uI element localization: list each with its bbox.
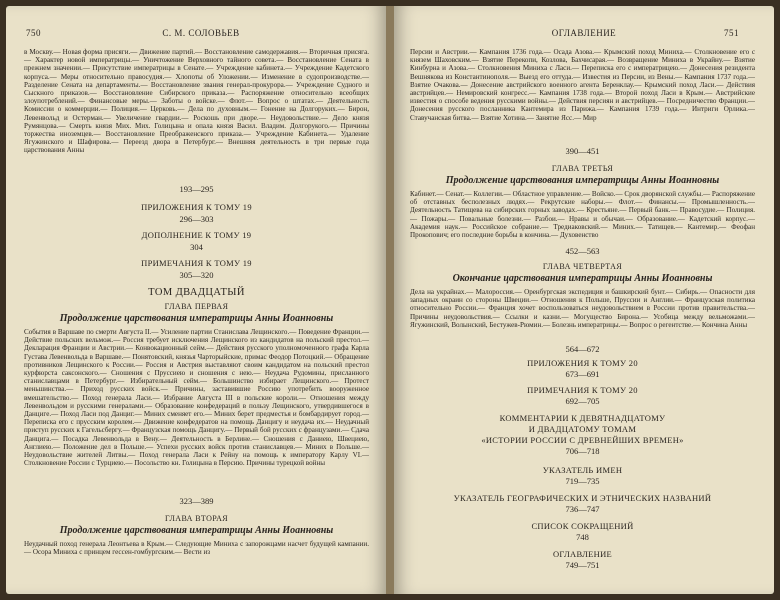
chapter-summary: События в Варшаве по смерти Августа II.— Усиление партии Станислава Лещинского.— Поведение Франции.— Действие польских вельмож.— Россия требует исключения Лещинского из кандидатов на польский престол.— Декларация Франции и Австрии.— Конвокационный сейм.— Действия русского уполномоченного графа Карла Густава Левенвольда в Варшаве.— Понятовский, князья Чарторыйские, примас Феодор Потоцкий.— Обращение противников Лещинского к России.— Россия и Австрия выставляют своим кандидатом на польский престол курфюрста саксонского.— Сношения с Пруссиею и сношения с нею.— Неудача Рудомины, присланного станиславцами в Петербург.— Избирательный сейм.— Большинство избирает Лещинского.— Протест меньшинства.— Приход русских войск.— Причины, заставившие Россию употребить вооруженное вмешательство.— Поход генерала Ласи.— Избрание Августа III в польские короли.— Отношения между Левенвольдом и русскими генералами.— Образование конфедераций в пользу Лещинского, утвердившегося в Данциге.— Поход Ласи под Данциг.— Миних сменяет его.— Миних берет предместья и бомбардирует город.— Переписка его с прусским королем.— Движение конфедератов на помощь Данцигу и неудача их.— Неудачный приступ русских к Гагельсбергу.— Французская помощь Данцигу.— Первый бой русских с французами.— Сдача Данцига.— Посадка Левенвольда в Вену.— Деятельность в Берлине.— Сношения с Даниею, Швециею, Англиею.— Положение дел в Польше.— Успехи русских войск против станиславцев.— Миних в Польше.— Неудовольствие жителей Литвы.— Поход генерала Ласи к Рейну на помощь к императору Карлу VI.— Столкновение России с Турциею.— Посольство кн. Голицына в Персию. Причины турецкой войны: [24, 328, 369, 468]
toc-entry-title: СПИСОК СОКРАЩЕНИЙ: [531, 521, 634, 531]
chapter-summary-top-left: в Москву.— Новая форма присяги.— Движение партий.— Восстановление самодержавия.— Вторичная присяга.— Характер новой императрицы.— Уничтожение Верховного тайного совета.— Восстановление Сената в прежнем значении.— Присутствие императрицы в Сенате.— Учреждение кабинета.— Учреждение Кадетского корпуса.— Меры относительно правосудия.— Хлопоты об Уложении.— Изменение в судопроизводстве.— Разделение Сената на департаменты.— Восстановление звания генерал-прокурора.— Учреждение Судного и Сыскного приказов.— Восстановление Сибирского приказа.— Распоряжение относительно всеобщих злоупотреблений.— Финансовые меры.— Заботы о войске.— Флот.— Вопрос о штатах.— Деятельность Комиссии о коммерции.— Полиция.— Церковь.— Дела по духовным.— Гонение на Долгоруких.— Бирон, Левенвольд и Остерман.— Увеличение гвардии.— Роскошь при дворе.— Неудовольствие.— Дело князя Румянцова.— Смерть князя Мих. Мих. Голицына и опала князя Васил. Владим. Долгорукого.— Причины торжества иноземцев.— Восстановление Преображенского приказа.— Учреждение Кабинета.— Удаление Ягужинского и Шафирова.— Переезд двора в Петербург.— Внешняя деятельность в три первые года царствования Анны: [24, 48, 369, 155]
page-range: 305—320: [179, 270, 214, 280]
page-range: 452—563: [565, 246, 600, 256]
page-range: 390—451: [565, 146, 600, 156]
page-range: 323—389: [179, 496, 214, 506]
toc-entry-title: ОГЛАВЛЕНИЕ: [552, 549, 613, 559]
chapter-label: ГЛАВА ТРЕТЬЯ: [551, 164, 614, 173]
page-number-right: 751: [724, 28, 739, 38]
running-title-right: ОГЛАВЛЕНИЕ: [551, 28, 617, 38]
chapter-label: ГЛАВА ЧЕТВЕРТАЯ: [542, 262, 623, 271]
chapter-title: Окончание царствования императрицы Анны Иоанновны: [452, 273, 713, 284]
toc-entry-title: И ДВАДЦАТОМУ ТОМАМ: [528, 424, 637, 434]
page-range: 749—751: [565, 560, 600, 570]
toc-entry-title: ДОПОЛНЕНИЕ К ТОМУ 19: [141, 230, 252, 240]
right-page: [394, 6, 774, 594]
running-title-left: С. М. СОЛОВЬЕВ: [162, 28, 240, 38]
toc-entry-title: ПРИМЕЧАНИЯ К ТОМУ 19: [141, 258, 252, 268]
page-number-left: 750: [26, 28, 41, 38]
page-range: 564—672: [565, 344, 600, 354]
page-range: 296—303: [179, 214, 214, 224]
page-range: 736—747: [565, 504, 600, 514]
page-range: 673—691: [565, 369, 600, 379]
chapter-summary-top-right: Персии и Австрии.— Кампания 1736 года.— Осада Азова.— Крымский поход Миниха.— Столкновение его с князем Шаховским.— Взятие Перекопи, Козлова, Бахчисарая.— Возвращение Миниха в Украйну.— Взятие Кинбурна и Азова.— Столкновения Миниха с Ласи.— Переписка его с императрицею.— Донесения резидента Вешнякова из Константинополя.— Выезд его оттуда.— Известия из Персии, из Вены.— Кампания 1737 года.— Взятие Очакова.— Донесение австрийского военного агента Беренклау.— Крымский поход Ласи.— Действия австрийцев.— Немировский конгресс.— Кампания 1738 года.— Второй поход Ласи в Крым.— Австрийские известия о способе ведения русскими войны.— Действия персиян и австрийцев.— Посредничество Франции.— Донесения русского посланника Кантемира из Парижа.— Кампания 1739 года.— Интриги Орлика.— Ставучанская битва.— Взятие Хотина.— Занятие Ясс.— Мир: [410, 48, 755, 122]
left-page: [6, 6, 386, 594]
chapter-label: ГЛАВА ВТОРАЯ: [165, 514, 228, 523]
toc-entry-title: «ИСТОРИИ РОССИИ С ДРЕВНЕЙШИХ ВРЕМЕН»: [481, 435, 684, 445]
chapter-title: Продолжение царствования императрицы Анны Иоанновны: [59, 313, 334, 324]
toc-entry-title: ПРИЛОЖЕНИЯ К ТОМУ 20: [527, 358, 638, 368]
toc-entry-title: УКАЗАТЕЛЬ ИМЕН: [542, 465, 623, 475]
page-range: 193—295: [179, 184, 214, 194]
chapter-title: Продолжение царствования императрицы Анны Иоанновны: [445, 175, 720, 186]
page-range: 304: [190, 242, 203, 252]
chapter-summary: Кабинет.— Сенат.— Коллегии.— Областное управление.— Войско.— Срок дворянской службы.— Распоряжение об отставных бесполезных людях.— Рекрутские наборы.— Флот.— Финансы.— Промышленность.— Деятельность Татищева на сибирских горных заводах.— Крестьяне.— Первый банк.— Правосудие.— Полиция.— Пожары.— Повальные болезни.— Разбои.— Нравы и обычаи.— Образование.— Кадетский корпус.— Академия наук.— Российское собрание.— Тредиаковский.— Миних.— Татищев.— Кантемир.— Феофан Прокопович; его последние борьбы в кончина.— Духовенство: [410, 190, 755, 240]
toc-entry-title: УКАЗАТЕЛЬ ГЕОГРАФИЧЕСКИХ И ЭТНИЧЕСКИХ НАЗВАНИЙ: [453, 493, 712, 503]
page-range: 706—718: [565, 446, 600, 456]
toc-entry-title: КОММЕНТАРИИ К ДЕВЯТНАДЦАТОМУ: [499, 413, 666, 423]
page-range: 692—705: [565, 396, 600, 406]
book-gutter: [386, 6, 394, 594]
chapter-label: ГЛАВА ПЕРВАЯ: [164, 302, 229, 311]
toc-entry-title: ПРИЛОЖЕНИЯ К ТОМУ 19: [141, 202, 252, 212]
chapter-summary: Дела на украйнах.— Малороссия.— Оренбургская экспедиция и башкирский бунт.— Сибирь.— Опасности для западных окраин со стороны Швеции.— Отношения к Польше, Пруссии и Англии.— Французская политика относительно России.— Франция хочет воспользоваться неудовольствием в России против правительства.— Причины неудовольствия.— Ссылки и казни.— Могущество Бирона.— Усобица между вельможами.— Ягужинский, Волынский, Бестужев-Рюмин.— Болезнь императрицы.— Вопрос о регентстве.— Кончина Анны: [410, 288, 755, 329]
toc-entry-title: ПРИМЕЧАНИЯ К ТОМУ 20: [527, 385, 638, 395]
volume-title: ТОМ ДВАДЦАТЫЙ: [148, 287, 245, 298]
page-range: 719—735: [565, 476, 600, 486]
page-range: 748: [576, 532, 589, 542]
chapter-title: Продолжение царствования императрицы Анны Иоанновны: [59, 525, 334, 536]
chapter-summary: Неудачный поход генерала Леонтьева в Крым.— Следующие Миниха с запорожцами насчет будущей кампании.— Осора Миниха с принцем гессен-гомбургским.— Вести из: [24, 540, 369, 557]
